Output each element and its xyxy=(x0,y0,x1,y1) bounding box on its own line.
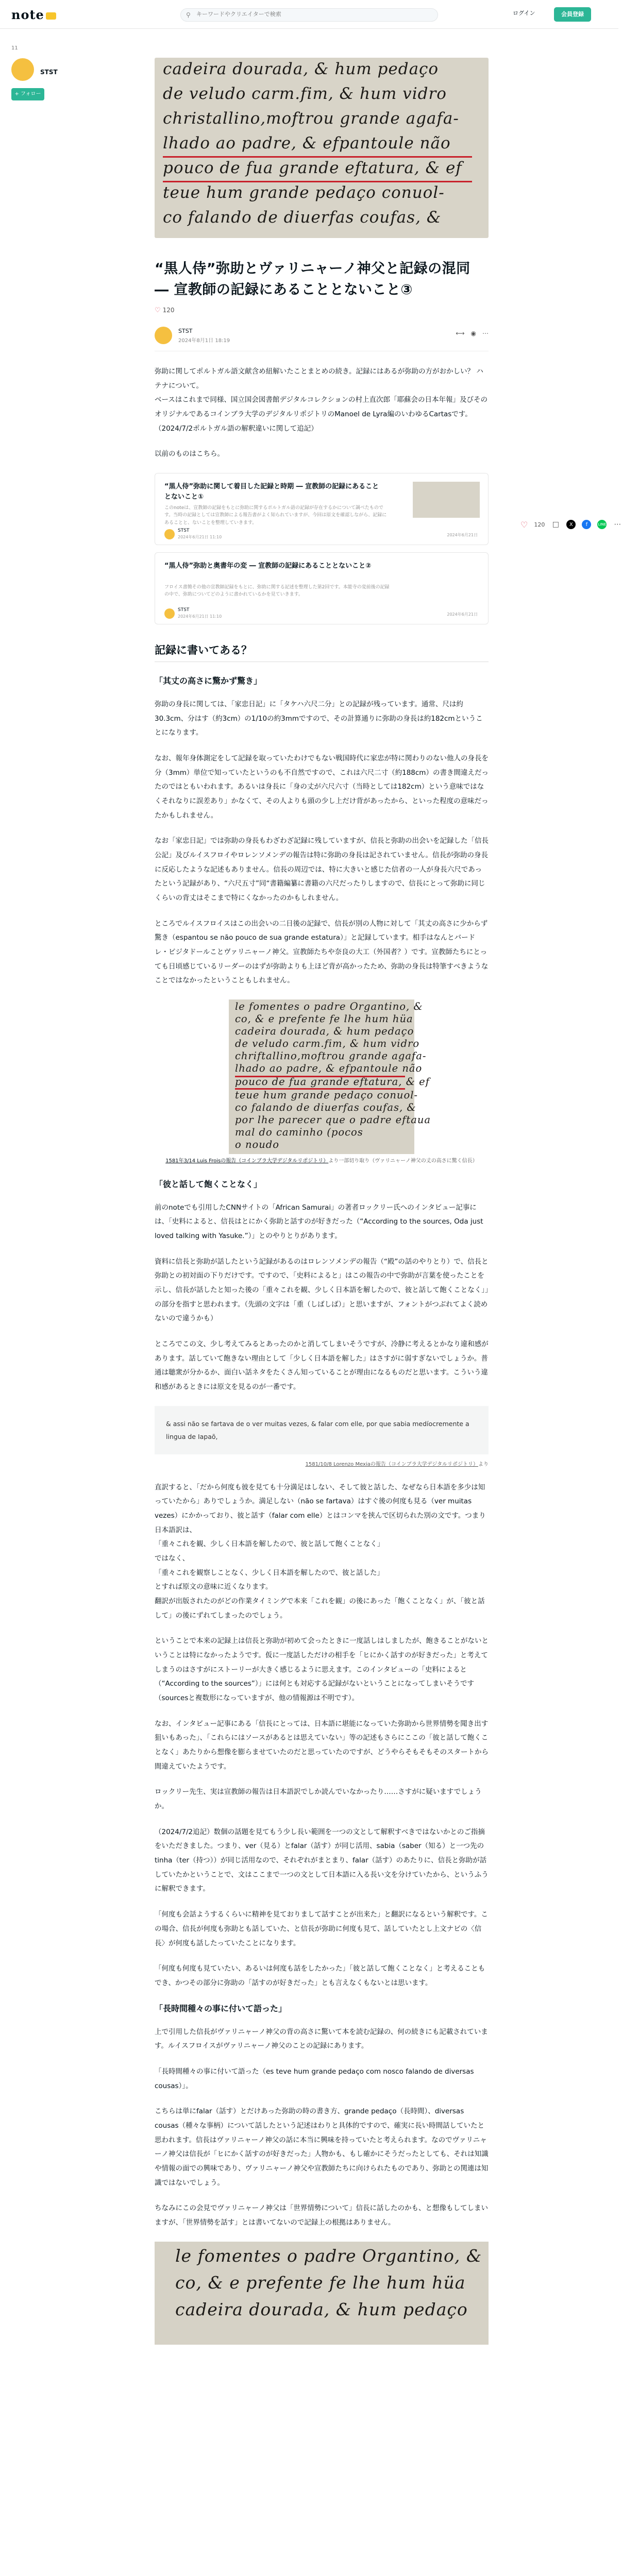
fig-line: co, & e prefente fe lhe hum hüa xyxy=(175,2272,466,2293)
follow-button[interactable]: + フォロー xyxy=(11,88,44,100)
paragraph: こちらは単にfalar（話す）とだけあった弥助の時の書き方、grande pedaço（長時間）、diversas cousas（種々な事柄）について話したという記述はわりと具体的ですので、確実に長い時間話していたと思われます。信長はヴァリニャーノ神父の話に本当に興味を持っていたと考えられます。なのでヴァリニャーノ神父は信長が「ヒにかく話すのが好きだった」人物かも、もし確かにそうだったとしても、それは知識や情報の面での興味であり、ヴァリニャーノ神父や宣教師たちに向けられたものであり、弥助との関連は知識ではないでしょう。 xyxy=(155,2107,489,2187)
paragraph: 「何度も会話ようするくらいに精神を見ておりまして話すことが出来た」と翻訳になるという解釈です。この場合、信長が何度も弥助とも話していた、と信長が弥助に何度も見て、話していたとし上文ナビの〈信長〉が何度も話したっていたことになります。 xyxy=(155,1910,488,1947)
paragraph: 直訳すると、「だから何度も彼を見ても十分満足はしない、そして彼と話した、なぜなら日本語を多少は知っていたから」ありでしょうか。満足しない（não se fartava）はすぐ後の何度も見る（ver muitas vezes）にかかっており、彼と話す（falar com elle）とはコンマを挟んで区切られた別の文です。つまり日本語訳は、 xyxy=(155,1483,486,1534)
card-thumbnail xyxy=(413,482,480,518)
fig-line: cadeira dourada, & hum pedaço xyxy=(235,1025,414,1038)
login-link[interactable]: ログイン xyxy=(513,10,535,16)
figure-image xyxy=(155,2242,489,2345)
paragraph: 資料に信長と弥助が話したという記録があるのはロレンソメンデの報告（“殿”の話のやりとり）で、信長と弥助との初対面の下りだけです。ですので、「史料によると」はこの報告の中で弥助が言葉を使ったことを示し、信長が話したと知った後の「重々これを観、少しく日本語を解したので、彼と話して飽くことなく」」の部分を指すと思われます。（先頭の文字は「重（しばしば）」と思いますが、フォントがつぶれてよく読めないので違うかも） xyxy=(155,1257,489,1323)
facebook-share-icon[interactable]: f xyxy=(582,520,591,529)
fig-line: pouco de fua grande eftatura, & ef xyxy=(235,1076,430,1088)
paragraph: ではなく、 xyxy=(155,1554,190,1563)
hero-line: de veludo carm.fim, & hum vidro xyxy=(163,84,447,103)
author-avatar[interactable] xyxy=(155,327,172,344)
paragraph: とすれば原文の意味に近くなります。 xyxy=(155,1583,273,1591)
blockquote: & assi não se fartava de o ver muitas vezes, & falar com elle, por que sabia medíocremente a lingua de Iapaõ, xyxy=(155,1406,489,1454)
x-share-icon[interactable]: X xyxy=(566,520,576,529)
caption-link[interactable]: 1581年3/14 Luis Froisの報告（コインブラ大学デジタルリポジトリ） xyxy=(165,1158,329,1164)
hero-image xyxy=(155,58,489,238)
meta-actions xyxy=(456,330,489,337)
embed-card[interactable] xyxy=(155,552,489,624)
embed-card[interactable] xyxy=(155,473,489,545)
subsection-heading: 「其丈の高さに驚かず驚き」 xyxy=(155,676,262,686)
subsection-heading: 「彼と話して飽くことなく」 xyxy=(155,1179,262,1189)
creator-sidebar xyxy=(11,45,63,100)
paragraph: ロックリー先生、実は宣教師の報告は日本語訳でしか読んでいなかったり……さすがに疑いますでしょうか。 xyxy=(155,1788,482,1811)
creator-avatar[interactable] xyxy=(11,58,34,81)
like-heart-icon[interactable]: ♡ xyxy=(520,519,528,530)
fig-line: cadeira dourada, & hum pedaço xyxy=(175,2299,468,2319)
more-icon[interactable]: ⋯ xyxy=(482,330,489,337)
fig-line: de veludo carm.fim, & hum vidro xyxy=(235,1038,420,1050)
figure-caption: 1581年3/14 Luis Froisの報告（コインブラ大学デジタルリポジトリ）より一部切り取り（ヴァリニャーノ神父の丈の高さに驚く信長） xyxy=(165,1158,478,1164)
facebook-icon[interactable]: ◉ xyxy=(470,330,476,337)
article-meta xyxy=(155,326,489,351)
card-date: 2024年6月21日 11:10 xyxy=(178,535,222,540)
card-title: “黒人侍”弥助に関して着目した記録と時期 ― 宣教師の記録にあることとないこと① xyxy=(164,483,379,501)
card-description: このnoteは、宣教師の記録をもとに弥助に関するポルトガル語の記録が存在するかについて調べたものです。当時の記録としては宣教師による報告書がよく知られていますが、今回は原文を確認しながら、記録にあることと、ないことを整理していきます。 xyxy=(164,505,387,526)
comment-icon[interactable]: □ xyxy=(552,520,559,529)
caption-link[interactable]: 1581/10/8 Lorenzo Mexiaの報告（コインブラ大学デジタルリポジトリ） xyxy=(305,1461,478,1467)
fig-line: teue hum grande pedaço conuol- xyxy=(235,1089,418,1101)
article-like-count: 120 xyxy=(162,307,175,314)
paragraph: 翻訳が出版されたのがどの作業タイミングで本来「これを観」の後にあった「飽くことなく」が、「彼と話して」の後にずれてしまったのでしょう。 xyxy=(155,1597,485,1620)
paragraph: ちなみにこの会見でヴァリニャーノ神父は「世界情勢について」信長に話したのかも、と想像もしてしまいますが、「世界情勢を話す」とは書いてないので記録上の根拠はありません。 xyxy=(155,2204,489,2227)
article-title: “黒人侍”弥助とヴァリニャーノ神父と記録の混同 ― 宣教師の記録にあることとないこと③ xyxy=(155,261,470,298)
like-count: 120 xyxy=(534,521,545,528)
sidebar-count: 11 xyxy=(11,45,18,51)
card-date: 2024年6月21日 11:10 xyxy=(178,614,222,619)
paragraph: 前のnoteでも引用したCNNサイトの「African Samurai」の著者ロックリー氏へのインタビュー記事には、「史料によると、信長はとにかく弥助と話すのが好きだった（“According to the sources, Oda just loved talking with Yasuke.”）」とのやりとりがあります。 xyxy=(155,1203,483,1240)
section-heading: 記録に書いてある？ xyxy=(155,642,489,662)
subsection-heading: 「長時間種々の事に付いて語った」 xyxy=(155,2003,287,2013)
top-header xyxy=(0,0,618,29)
card-pub-date: 2024年6月21日 xyxy=(447,533,478,538)
hero-line: cadeira dourada, & hum pedaço xyxy=(163,60,439,78)
author-name[interactable]: STST xyxy=(178,328,193,334)
fig-line: co, & e prefente fe lhe hum hüa xyxy=(235,1013,413,1025)
quote-caption: 1581/10/8 Lorenzo Mexiaの報告（コインブラ大学デジタルリポジトリ）より xyxy=(305,1461,489,1467)
search-input[interactable] xyxy=(196,11,428,18)
paragraph: ということで本来の記録上は信長と弥助が初めて会ったときに一度話しはしましたが、飽きることがないということは特になかったようです。仮に一度話しただけの相手を「ヒにかく話すのが好きだった」と考えてしまうのはさすがにストーリーが大きく感じるように思えます。このインタビューの「史料によると（“According to the sources”）」には何とも対応する記録がないということになってしまいそうです（sourcesと複数形になっていますが、他の情報源は不明です）。 xyxy=(155,1637,489,1703)
search-box[interactable] xyxy=(180,8,438,22)
floating-actions xyxy=(520,518,622,531)
fig-line: lhado ao padre, & efpantoule não xyxy=(235,1062,423,1075)
search-icon: ⚲ xyxy=(186,11,191,19)
creator-name[interactable]: STST xyxy=(40,69,58,76)
card-author: STST xyxy=(178,607,190,613)
publish-date: 2024年8月1日 18:19 xyxy=(178,338,230,344)
hero-line: pouco de fua grande eftatura, & ef xyxy=(163,159,462,177)
logo-mark-icon xyxy=(46,12,56,20)
fig-line: mal do caminho (pocos xyxy=(235,1126,363,1139)
figure-image xyxy=(229,999,431,1154)
hero-line: lhado ao padre, & efpantoule não xyxy=(163,134,451,152)
paragraph: 上で引用した信長がヴァリニャーノ神父の背の高さに驚いて本を読む記録の、何の続きにも記載されています。ルイスフロイスがヴァリニャーノ神父のことの記録にあります。 xyxy=(155,2027,488,2050)
paragraph: 以前のものはこちら。 xyxy=(155,450,224,459)
card-title: “黒人侍”弥助と奥書年の変 ― 宣教師の記録にあることとないこと② xyxy=(164,562,372,570)
signup-button[interactable]: 会員登録 xyxy=(554,7,591,22)
paragraph: 弥助の身長に関しては、「家忠日記」に「タケハ六尺二分」との記録が残っています。通常、尺は約30.3cm、分はす（約3cm）の1/10の約3mmですので、その計算通りに弥助の身長は約182cmということになります。 xyxy=(155,700,483,737)
paragraph: なお、インタビュー記事にある「信長にとっては、日本語に堪能になっていた弥助から世界情勢を聞き出す狙いもあった」、「これらにはソースがあるとは思えていない」等の記述もさらにここの「彼と話して飽くことなく」あたりから想像を膨らませていたのだと思っていたのですが、どうやらそもそもそのスタートから間違えていたようです。 xyxy=(155,1719,489,1771)
paragraph: 「重々これを観察しことなく、少しく日本語を解したので、彼と話した」 xyxy=(155,1568,384,1577)
paragraph: ところでこの文、少し考えてみるとあったのかと消してしまいそうですが、冷静に考えるとかなり違和感があります。話していて飽きない理由として「少しく日本語を解した」はさすがに弱すぎないでしょうか。普通は聴衆が分かるか、面白い話ネタをたくさん知っていることが理由になるものだと思います。こういう違和感があるときには原文を見るのが一番です。 xyxy=(155,1340,489,1392)
article-body xyxy=(155,365,489,2345)
article-main xyxy=(155,58,489,2345)
paragraph: 「何度も何度も見ていたい、あるいは何度も話をしたかった」「彼と話して飽くことなく」と考えることもでき、かつその部分に弥助の「話すのが好きだった」とも言えなくもないとは思います。 xyxy=(155,1964,485,1987)
paragraph: なお「家忠日記」では弥助の身長もわざわざ記録に残していますが、信長と弥助の出会いを記録した「信長公記」及びルイスフロイやロレンソメンデの報告は特に弥助の身長は記されていません。信長が弥助の身長に反応したような記述もありません。信長の周辺では、特に大きいと感じた信者の一人が身長六尺であったという記録があり、“六尺五寸”同“書籍編纂に書籍の六尺だったりしますので、信長にとって弥助に同じくらいの背丈はそこまで特にくなかったのかもしれません。 xyxy=(155,837,489,903)
card-author: STST xyxy=(178,528,190,534)
card-description: フロイス書簡その他の宣教師記録をもとに、弥助に関する記述を整理した第2回です。本能寺の変前後の記録の中で、弥助についてどのように書かれているかを見ていきます。 xyxy=(164,585,390,598)
hero-line: christallino,moftrou grande agafa- xyxy=(163,109,459,128)
hero-line: co falando de diuerfas coufas, & xyxy=(163,208,442,227)
fig-line: por lhe parecer que o padre eftaua xyxy=(235,1114,431,1126)
card-avatar xyxy=(164,529,175,539)
line-share-icon[interactable]: LINE xyxy=(597,520,607,529)
paragraph: （2024/7/2追記）数個の話題を見てもう少し長い範囲を一つの文として解釈すべきではないかとのご指摘をいただきました。つまり、ver（見る）とfalar（話す）が同じ活用、sabia（saber（知る）と一つ先のtinha（ter（持つ））が同じ活用なので、それぞれがまとまり、falar（話す）のあたりに、信長と弥助が話していたかということで、文はここまで一つの文として日本語に入る長い文を分けていたから、というふうに解釈できます。 xyxy=(155,1827,489,1893)
hero-line: teue hum grande pedaço conuol- xyxy=(163,183,445,202)
card-pub-date: 2024年6月21日 xyxy=(447,612,478,617)
hero-underline xyxy=(163,181,472,182)
paragraph: 「重々これを観、少しく日本語を解したので、彼と話して飽くことなく」 xyxy=(155,1540,384,1549)
fig-line: o noudo xyxy=(235,1139,280,1151)
paragraph: 「長時間種々の事に付いて語った（es teve hum grande pedaço com nosco falando de diversas cousas）」。 xyxy=(155,2067,474,2090)
fig-line: co falando de diuerfas coufas, & xyxy=(235,1101,416,1114)
note-logo[interactable]: note xyxy=(11,7,56,22)
paragraph: ところでルイスフロイスはこの出会いの二日後の記録で、信長が別の人物に対して「其丈の高さに少からず驚き（espantou se não pouco de sua grande estatura）」と記録しています。相手はなんとバードレ・ビジタドールことヴァリニャーノ神父。宣教師たちや奈良の大工（外国者？）です。宣教師たちにとっても日頃感じているリーダーのはずが弥助よりも上ほど背が高かったため、弥助の身長は特筆すべきようなことではなかったということもしれません。 xyxy=(155,919,489,985)
article-likes[interactable] xyxy=(155,307,489,314)
fig-line: chriftallino,moftrou grande agafa- xyxy=(235,1050,427,1062)
fig-line: le fomentes o padre Organtino, & xyxy=(235,1001,423,1013)
more-icon[interactable]: ⋯ xyxy=(614,520,621,529)
share-icon[interactable]: ⟷ xyxy=(456,330,465,337)
like-heart-icon[interactable]: ♡ xyxy=(155,307,161,314)
paragraph: 弥助に関してポルトガル語文献含め紐解いたことまとめの続き。記録にはあるが弥助の方がおかしい？ ハテナについて。 ベースはこれまで同様、国立国会図書館デジタルコレクションの村上直次郎「耶蘇会の日本年報」及びそのオリジナルであるコインブラ大学のデジタルリポジトリのManoel de Lyra編のいわゆるCartasです。 （2024/7/2ポルトガル語の解釈違いに関して追記） xyxy=(155,367,487,433)
hero-underline xyxy=(163,156,472,158)
card-avatar xyxy=(164,608,175,619)
fig-line: le fomentes o padre Organtino, & xyxy=(175,2245,482,2266)
paragraph: なお、報年身体測定をして記録を取っていたわけでもない戦国時代に家忠が特に関わりのない他人の身長を分（3mm）単位で知っていたというのも不自然ですので、これは六尺二寸（約188cm）の書き間違えだったのではともいわれます。あるいは身長に「身の丈が六尺六寸（当時としては182cm）という意味ではなくそれなりに誤差あり」かなくて、その人よりも頭の少し上だけ背があったから、といった程度の意味だったかもしれません。 xyxy=(155,754,489,820)
figure xyxy=(229,999,431,1154)
